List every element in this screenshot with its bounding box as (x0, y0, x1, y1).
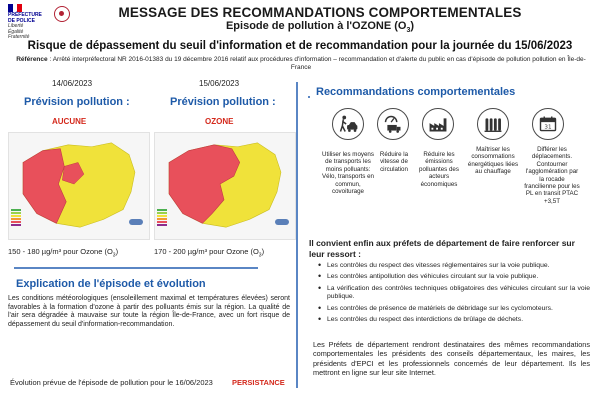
section-divider (14, 267, 258, 269)
idf-map-1 (9, 133, 149, 239)
svg-text:31: 31 (544, 124, 552, 131)
forecast-range-1: 150 - 180 µg/m³ pour Ozone $(O_3)$ (8, 247, 119, 259)
seal-icon (54, 6, 70, 22)
recommendation-text-5: Différer les déplacements. Contourner l'agglomération par la rocade francilienne pour les PL en transit PTAC +3,5T (524, 146, 580, 205)
forecast-level-1: AUCUNE (52, 117, 87, 126)
recommendation-text-2: Réduire la vitesse de circulation (379, 151, 409, 173)
recommendations-title: Recommandations comportementales (316, 86, 516, 98)
closing-text: Les Préfets de département rendront destinataires des mêmes recommandations comportementales les présidents des conseils départementaux, les maires, les présidents d'EPCI et les professionnels concernés de leur département. Ils les mettront en ligne sur leur site Internet. (313, 340, 590, 378)
controls-list (318, 262, 590, 328)
reference-text: Référence : Arrêté interpréfectoral NR 2016-01383 du 19 décembre 2016 relatif aux procédures d'information – recommandation et d'alerte du public en cas d'épisode de pollution pollution en Île-de-France (16, 56, 586, 71)
map-legend-1 (11, 209, 21, 227)
list-item: • Les contrôles de présence de matériels de débridage sur les cyclomoteurs. (318, 305, 590, 313)
logo-text: PRÉFECTURE DE POLICE Liberté Égalité Fraternité (8, 12, 42, 40)
recommendation-text-3: Réduire les émissions polluantes des acteurs économiques (419, 151, 459, 188)
list-item: • Les contrôles antipollution des véhicules circulant sur la voie publique. (318, 273, 590, 281)
factory-icon (422, 108, 454, 140)
forecast-range-2: 170 - 200 µg/m³ pour Ozone $(O_3)$ (154, 247, 265, 259)
page-title: MESSAGE DES RECOMMANDATIONS COMPORTEMENTALES (118, 5, 522, 20)
radiator-icon (477, 108, 509, 140)
prefets-intro: Il convient enfin aux préfets de département de faire renforcer sur leur ressort : (309, 238, 575, 259)
header (0, 0, 600, 40)
page-subtitle: Episode de pollution à l'OZONE $(O_3)$ (225, 20, 415, 35)
forecast-date-1: 14/06/2023 (52, 79, 93, 88)
explanation-text: Les conditions météorologiques (ensoleillement maximal et températures élevées) seront favorables à la formation d'ozone à partir des polluants émis sur la région. La qualité de l'air sera dégradée à mauvaise sur toute la région Île-de-France, avec un fort risque de dépassement du seuil d'information-recommandation. (8, 295, 290, 328)
idf-map-2 (155, 133, 295, 239)
evolution-label: Évolution prévue de l'épisode de pollution pour le 16/06/2023 (10, 378, 213, 387)
forecast-title-1: Prévision pollution : (24, 96, 130, 108)
evolution-status: PERSISTANCE (232, 378, 285, 387)
recommendation-text-1: Utiliser les moyens de transports les moins polluants: Vélo, transports en commun, covoiturage (322, 151, 374, 196)
forecast-map-1 (8, 132, 150, 240)
forecast-level-2: OZONE (205, 117, 234, 126)
map-legend-2 (157, 209, 167, 227)
decor-dot (308, 96, 310, 98)
forecast-title-2: Prévision pollution : (170, 96, 276, 108)
list-item: • La vérification des contrôles techniques obligatoires des véhicules circulant sur la voie publique. (318, 285, 590, 302)
list-item: • Les contrôles du respect des interdictions de brûlage de déchets. (318, 316, 590, 324)
explanation-title: Explication de l'épisode et évolution (16, 278, 206, 290)
calendar-icon (532, 108, 564, 140)
forecast-date-2: 15/06/2023 (199, 79, 240, 88)
list-item: • Les contrôles du respect des vitesses réglementaires sur la voie publique. (318, 262, 590, 270)
column-divider (296, 82, 298, 388)
airparif-logo-icon (275, 219, 289, 225)
risk-title: Risque de dépassement du seuil d'information et de recommandation pour la journée du 15/06/2023 (27, 40, 573, 52)
airparif-logo-icon (129, 219, 143, 225)
prefecture-logo (8, 4, 52, 40)
recommendation-text-4: Maîtriser les consommations énergétiques liées au chauffage (467, 146, 519, 176)
forecast-map-2 (154, 132, 296, 240)
speedometer-truck-icon (377, 108, 409, 140)
pedestrian-car-icon (332, 108, 364, 140)
french-flag-icon (8, 4, 22, 12)
